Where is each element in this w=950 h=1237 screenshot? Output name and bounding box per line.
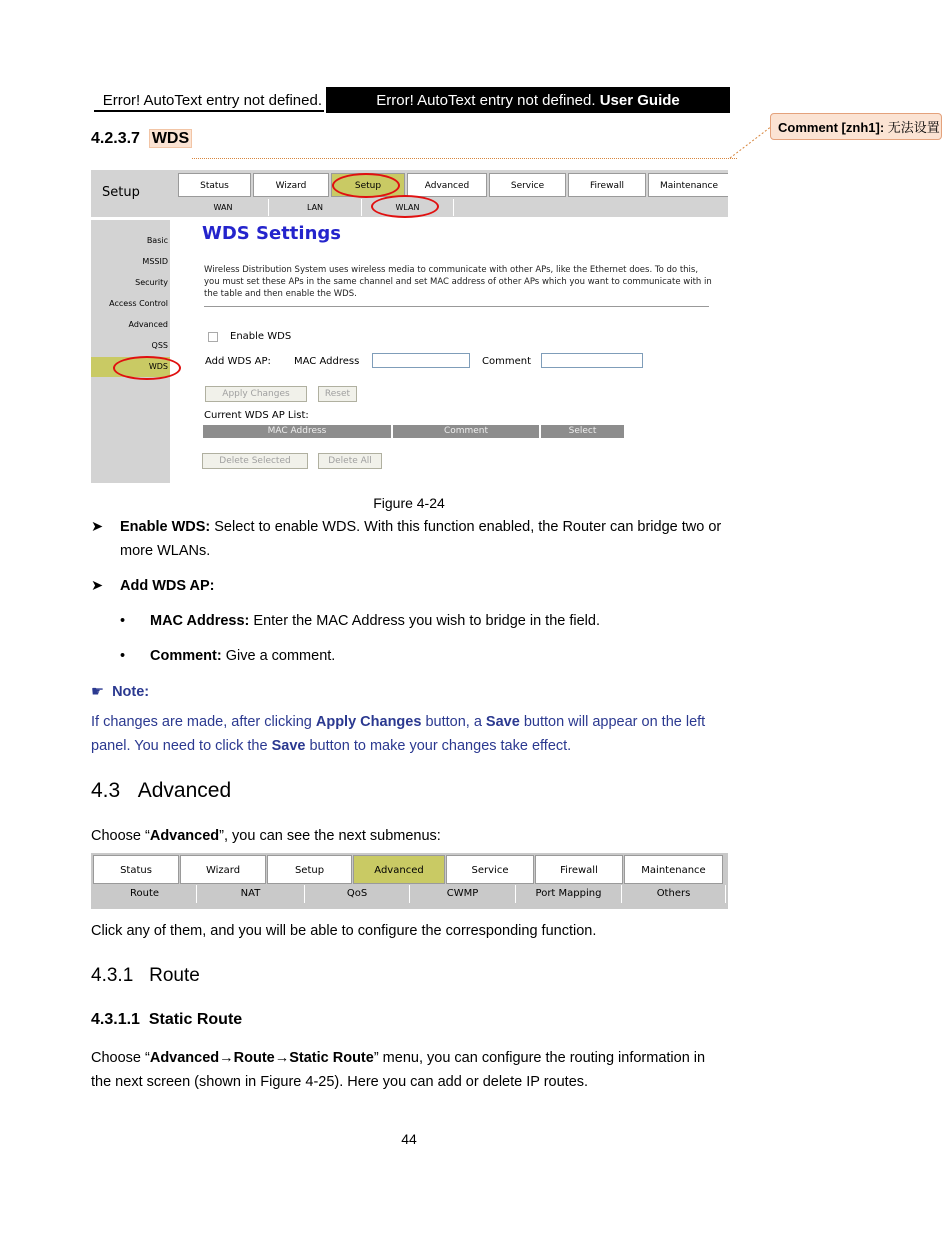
comment-field-label: Comment <box>482 356 531 367</box>
page-number: 44 <box>401 1131 417 1147</box>
enable-wds-text: Select to enable WDS. With this function enabled, the Router can bridge two or <box>210 519 722 535</box>
tab-advanced[interactable]: Advanced <box>407 173 487 197</box>
header-user-guide: User Guide <box>599 92 680 109</box>
wds-description: Wireless Distribution System uses wireless media to communicate with other APs, like the Ethernet does. To do this, you must set these APs in the same channel and set MAC address of other APs which you want to communicate with in the table and then enable the WDS. <box>204 265 712 299</box>
header-right <box>326 87 730 113</box>
note-label: Note: <box>112 684 150 700</box>
advanced-main-tabs <box>93 855 724 884</box>
delete-all-button[interactable]: Delete All <box>318 453 382 469</box>
advanced-sub-tabs <box>93 885 726 903</box>
tab-setup[interactable]: Setup <box>331 173 405 197</box>
wds-settings-title: WDS Settings <box>202 223 341 244</box>
heading-advanced <box>91 779 231 803</box>
note-text: panel. You need to click the <box>91 738 272 754</box>
intro-advanced: Advanced <box>149 828 220 844</box>
note-text: If changes are made, after clicking <box>91 714 316 730</box>
tab-maintenance[interactable]: Maintenance <box>624 855 723 884</box>
comment-term: Comment: <box>150 648 222 664</box>
heading-number: 4.3.1.1 <box>91 1011 140 1028</box>
note-save: Save <box>485 714 520 730</box>
divider <box>204 306 709 307</box>
tab-advanced[interactable]: Advanced <box>353 855 445 884</box>
note-line-1 <box>91 710 731 734</box>
highlight-oval-wlan <box>371 195 439 218</box>
header-right-prefix: Error! AutoText entry not defined. <box>376 92 596 109</box>
sidebar-item-mssid[interactable]: MSSID <box>142 257 168 266</box>
subtab-wlan[interactable]: WLAN <box>362 199 454 216</box>
tab-wizard[interactable]: Wizard <box>253 173 329 197</box>
pointing-hand-icon: ☛ <box>91 684 104 700</box>
note-text: button, a <box>421 714 486 730</box>
route-menu-path: Advanced→Route→Static Route <box>149 1050 374 1066</box>
note-text: button to make your changes take effect. <box>305 738 572 754</box>
route-text: Choose “ <box>91 1050 150 1066</box>
subtab-route[interactable]: Route <box>93 885 197 903</box>
enable-wds-bullet <box>120 515 730 539</box>
sidebar-item-qss[interactable]: QSS <box>151 341 168 350</box>
comment-text: 无法设置 <box>887 121 940 136</box>
comment-input[interactable] <box>541 353 643 368</box>
tab-maintenance[interactable]: Maintenance <box>648 173 728 197</box>
wds-settings-screenshot <box>91 170 728 483</box>
subtab-nat[interactable]: NAT <box>197 885 305 903</box>
section-title <box>91 128 192 150</box>
mac-address-label: MAC Address <box>294 356 360 367</box>
sidebar-item-basic[interactable]: Basic <box>146 236 168 245</box>
comment-label: Comment [znh1]: <box>778 120 885 135</box>
intro-text: ”, you can see the next submenus: <box>219 828 441 844</box>
subtab-cwmp[interactable]: CWMP <box>410 885 516 903</box>
subtab-port-mapping[interactable]: Port Mapping <box>516 885 622 903</box>
tab-status[interactable]: Status <box>93 855 179 884</box>
enable-wds-text-line2: more WLANs. <box>120 543 211 559</box>
subtab-others[interactable]: Others <box>622 885 726 903</box>
route-text: ” menu, you can configure the routing information in <box>373 1050 706 1066</box>
note-heading <box>91 680 149 704</box>
comment-connector <box>192 158 737 159</box>
bullet-dot-icon: • <box>120 613 126 629</box>
highlight-oval-setup <box>332 173 400 198</box>
note-text: button will appear on the left <box>519 714 706 730</box>
comment-bullet <box>150 644 335 668</box>
sidebar-item-security[interactable]: Security <box>135 278 168 287</box>
router-main-tabs <box>178 173 728 198</box>
heading-text: Static Route <box>148 1011 243 1028</box>
tab-service[interactable]: Service <box>489 173 566 197</box>
tab-setup[interactable]: Setup <box>267 855 352 884</box>
reset-button[interactable]: Reset <box>318 386 357 402</box>
heading-text: Route <box>149 965 200 986</box>
bullet-arrow-icon: ➤ <box>91 578 104 594</box>
sidebar-item-wds[interactable]: WDS <box>148 362 168 371</box>
advanced-intro <box>91 824 441 848</box>
router-sidebar <box>91 220 170 483</box>
header-left: Error! AutoText entry not defined. <box>94 90 324 112</box>
enable-wds-term: Enable WDS: <box>120 519 211 535</box>
intro-text: Choose “ <box>91 828 150 844</box>
sidebar-item-advanced[interactable]: Advanced <box>128 320 168 329</box>
tab-status[interactable]: Status <box>178 173 251 197</box>
comment-text-desc: Give a comment. <box>221 648 336 664</box>
current-wds-list-label: Current WDS AP List: <box>204 410 309 421</box>
subtab-qos[interactable]: QoS <box>305 885 410 903</box>
sidebar-item-access-control[interactable]: Access Control <box>109 299 168 308</box>
mac-address-input[interactable] <box>372 353 470 368</box>
mac-address-text: Enter the MAC Address you wish to bridge in the field. <box>249 613 600 629</box>
note-save: Save <box>271 738 306 754</box>
route-text-line-2: the next screen (shown in Figure 4-25). Here you can add or delete IP routes. <box>91 1074 589 1090</box>
tab-service[interactable]: Service <box>446 855 534 884</box>
heading-route <box>91 965 200 987</box>
highlight-oval-wds <box>113 356 181 380</box>
column-mac-address: MAC Address <box>203 425 391 438</box>
tab-wizard[interactable]: Wizard <box>180 855 266 884</box>
router-section-label: Setup <box>102 185 140 200</box>
column-comment: Comment <box>393 425 539 438</box>
advanced-after-text: Click any of them, and you will be able to configure the corresponding function. <box>91 923 597 939</box>
comment-balloon[interactable] <box>770 113 942 140</box>
mac-address-term: MAC Address: <box>150 613 250 629</box>
figure-caption: Figure 4-24 <box>373 495 445 511</box>
mac-address-bullet <box>150 609 600 633</box>
note-apply-changes: Apply Changes <box>315 714 422 730</box>
apply-changes-button[interactable]: Apply Changes <box>205 386 307 402</box>
subtab-wan[interactable]: WAN <box>178 199 269 216</box>
subtab-lan[interactable]: LAN <box>269 199 362 216</box>
bullet-dot-icon: • <box>120 648 126 664</box>
enable-wds-label: Enable WDS <box>230 331 292 342</box>
heading-text: Advanced <box>137 779 232 802</box>
heading-number: 4.3 <box>91 779 121 802</box>
section-title-text: WDS <box>149 129 192 148</box>
tab-firewall[interactable]: Firewall <box>535 855 623 884</box>
column-select: Select <box>541 425 624 438</box>
add-wds-ap-bullet <box>120 574 215 598</box>
heading-static-route <box>91 1011 242 1029</box>
add-wds-ap-label: Add WDS AP: <box>205 356 271 367</box>
enable-wds-checkbox[interactable] <box>208 332 218 342</box>
advanced-menu-screenshot <box>91 853 728 909</box>
delete-selected-button[interactable]: Delete Selected <box>202 453 308 469</box>
tab-firewall[interactable]: Firewall <box>568 173 646 197</box>
route-text-line-1 <box>91 1046 731 1070</box>
add-wds-ap-term: Add WDS AP: <box>120 578 215 594</box>
heading-number: 4.3.1 <box>91 965 134 986</box>
note-line-2 <box>91 734 571 758</box>
section-number: 4.2.3.7 <box>91 130 140 147</box>
bullet-arrow-icon: ➤ <box>91 519 104 535</box>
